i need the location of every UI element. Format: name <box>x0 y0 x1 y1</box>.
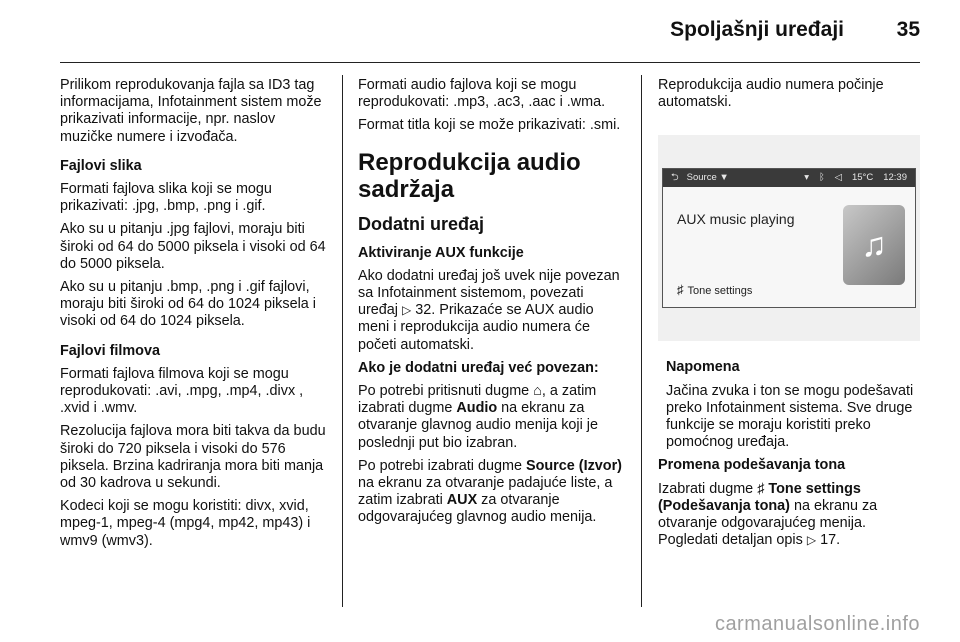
subsection-title: Dodatni uređaj <box>358 213 485 234</box>
images-jpg-size: Ako su u pitanju .jpg fajlovi, moraju biti široki od 64 do 5000 piksela i visoki od 64 do 5000 piksela. <box>60 221 326 272</box>
c-p2-a: Po potrebi izabrati dugme <box>358 457 522 474</box>
back-arrow-icon[interactable]: ⮌ <box>671 172 679 184</box>
c-p1-b: , a zatim izabrati dugme <box>358 383 597 417</box>
tone-heading: Promena podešavanja tona <box>658 457 846 474</box>
page-header-title: Spoljašnji uređaji <box>670 18 844 41</box>
column-divider-2 <box>641 75 642 607</box>
column-1 <box>60 77 328 556</box>
tone-icon: ♯ <box>677 282 684 298</box>
images-heading: Fajlovi slika <box>60 157 142 174</box>
movies-resolution: Rezolucija fajlova mora biti takva da budu široki do 720 piksela i visoki do 576 piksela. Brzina kadriranja mora biti manja od 30 kadrova u sekundi. <box>60 423 326 492</box>
page-ref-arrow-icon: ▷ <box>806 533 817 548</box>
aux-paragraph <box>358 268 626 354</box>
tone-p-end: . <box>836 532 841 549</box>
page-number: 35 <box>896 18 920 41</box>
movies-heading: Fajlovi filmova <box>60 342 160 359</box>
aux-text-start: Ako dodatni uređaj još uvek nije povezan sa Infotainment sistemom, povezati uređaj <box>358 267 620 319</box>
tone-p-a: Izabrati dugme <box>658 480 754 497</box>
aux-playing-text: AUX music playing <box>677 211 795 228</box>
column-2 <box>358 77 626 533</box>
tone-page-ref[interactable]: 17 <box>820 532 837 549</box>
header-rule <box>60 62 920 63</box>
tone-p-b: na ekranu za otvaranje odgovarajućeg menija. Pogledati detaljan opis <box>658 497 878 549</box>
music-note-icon: ♫ <box>843 205 905 285</box>
watermark: carmanualsonline.info <box>714 613 920 635</box>
tone-settings-button[interactable] <box>677 281 752 300</box>
connected-heading: Ako je dodatni uređaj već povezan: <box>358 359 599 376</box>
movies-codecs: Kodeci koji se mogu koristiti: divx, xvid, mpeg-1, mpeg-4 (mpg4, mp42, mp43) i wmv9 (wmv3). <box>60 498 311 549</box>
note-block <box>666 359 920 451</box>
tone-paragraph <box>658 481 920 550</box>
section-title: Reprodukcija audio sadržaja <box>358 148 581 203</box>
bluetooth-icon: ᛒ <box>818 172 825 184</box>
column-divider-1 <box>342 75 343 607</box>
id3-paragraph: Prilikom reprodukovanja fajla sa ID3 tag informacijama, Infotainment sistem može prikazivati informacije, npr. naslov muzičke numere i izvođača. <box>60 77 322 145</box>
aux-page-ref[interactable]: 32 <box>415 302 432 319</box>
movies-formats: Formati fajlova filmova koji se mogu reprodukovati: .avi, .mpg, .mp4, .divx , .xvid i .wmv. <box>60 365 304 417</box>
connected-paragraph-2 <box>358 458 626 527</box>
note-heading: Napomena <box>666 359 740 376</box>
aux-text-end: . Prikazaće se AUX audio meni i reprodukcija audio numera će početi automatski. <box>358 302 594 353</box>
page-ref-arrow-icon: ▷ <box>402 303 412 318</box>
images-formats: Formati fajlova slika koji se mogu prikazivati: .jpg, .bmp, .png i .gif. <box>60 181 272 215</box>
note-text: Jačina zvuka i ton se mogu podešavati preko Infotainment sistema. Sve druge funkcije se moraju koristiti preko pomoćnog uređaja. <box>666 382 914 451</box>
autoplay-paragraph: Reprodukcija audio numera počinje automatski. <box>658 77 884 111</box>
aux-option-label: AUX <box>446 492 478 509</box>
tone-settings-button-label: Tone settings (Podešavanja tona) <box>658 480 861 514</box>
column-3 <box>658 77 920 555</box>
tone-icon-inline: ♯ <box>757 480 765 497</box>
signal-icon: ▾ <box>804 172 809 184</box>
source-button-label: Source (Izvor) <box>526 457 622 474</box>
aux-screen-figure <box>658 135 920 341</box>
subtitle-format: Format titla koji se može prikazivati: .smi. <box>358 117 621 134</box>
status-icons <box>794 169 907 187</box>
c-p1-a: Po potrebi pritisnuti dugme <box>358 383 530 400</box>
infotainment-screen <box>662 168 916 308</box>
tone-settings-label: Tone settings <box>687 285 753 298</box>
connected-paragraph-1 <box>358 383 626 452</box>
images-bmp-size: Ako su u pitanju .bmp, .png i .gif fajlovi, moraju biti široki od 64 do 1024 piksela i visoki od 64 do 1024 piksela. <box>60 279 316 330</box>
home-icon: ⌂ <box>533 383 542 400</box>
volume-icon: ◁ <box>834 172 842 184</box>
aux-heading: Aktiviranje AUX funkcije <box>358 244 524 261</box>
screen-status-bar <box>663 169 915 187</box>
c-p2-c: za otvaranje odgovarajućeg glavnog audio menija. <box>358 492 597 526</box>
audio-button-label: Audio <box>456 400 498 417</box>
screen-temperature: 15°C <box>851 172 874 184</box>
audio-formats: Formati audio fajlova koji se mogu reprodukovati: .mp3, .ac3, .aac i .wma. <box>358 77 606 111</box>
screen-clock: 12:39 <box>883 172 907 184</box>
source-dropdown[interactable]: Source ▼ <box>686 172 729 184</box>
c-p1-c: na ekranu za otvaranje glavnog audio menija koji je poslednji put bio izabran. <box>358 400 598 451</box>
c-p2-b: na ekranu za otvaranje padajuće liste, a zatim izabrati <box>358 475 613 509</box>
